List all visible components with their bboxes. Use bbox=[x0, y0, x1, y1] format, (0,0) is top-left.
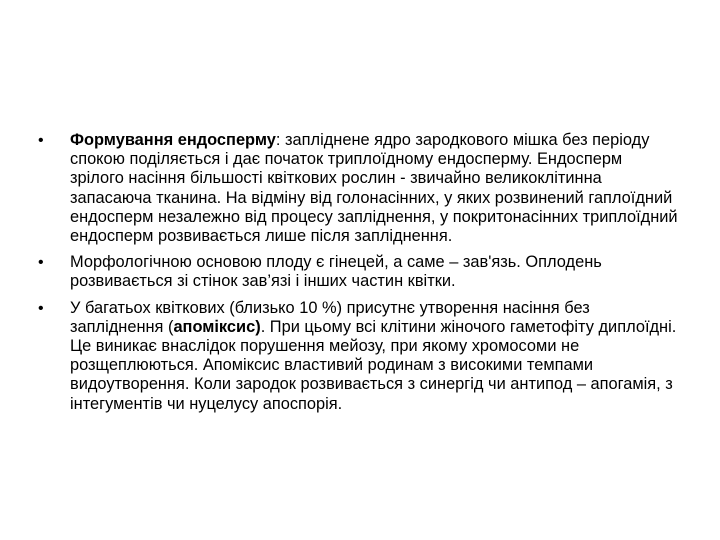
bold-term: апоміксис) bbox=[173, 317, 261, 336]
bullet-text: : запліднене ядро зародкового мішка без періоду спокою поділяється і дає початок триплоїдному ендосперму. Ендосперм зрілого насіння більшості квіткових рослин - звичайно великоклітинна запасаюча тканина. На відміну від голонасінних, у яких розвинений гаплоїдний ендосперм незалежно від процесу запліднення, у покритонасінних триплоїдний ендосперм розвивається лише після запліднення. bbox=[70, 131, 678, 246]
bullet-list bbox=[38, 131, 680, 421]
bullet-item-apomixis bbox=[38, 299, 680, 414]
bullet-text-after: . При цьому всі клітини жіночого гаметофіту диплоїдні. Це виникає внаслідок порушення мейозу, при якому хромосоми не розщеплюються. Апоміксис властивий родинам з високими темпами видоутворення. Коли зародок розвивається з синергід чи антипод – апогамія, з інтегументів чи нуцелусу апоспорія. bbox=[70, 317, 677, 413]
bullet-text: Морфологічною основою плоду є гінецей, а саме – зав'язь. Оплодень розвивається зі стінок зав’язі і інших частин квітки. bbox=[70, 253, 602, 291]
bold-heading: Формування ендосперму bbox=[70, 131, 276, 149]
bullet-item-fruit bbox=[38, 253, 680, 291]
bullet-icon: • bbox=[38, 254, 44, 272]
bullet-text-before: У багатьох квіткових (близько 10 %) присутнє утворення насіння без запліднення ( bbox=[70, 298, 590, 336]
bullet-item-endosperm bbox=[38, 131, 680, 246]
bullet-icon: • bbox=[38, 299, 44, 317]
bullet-icon: • bbox=[38, 132, 44, 149]
